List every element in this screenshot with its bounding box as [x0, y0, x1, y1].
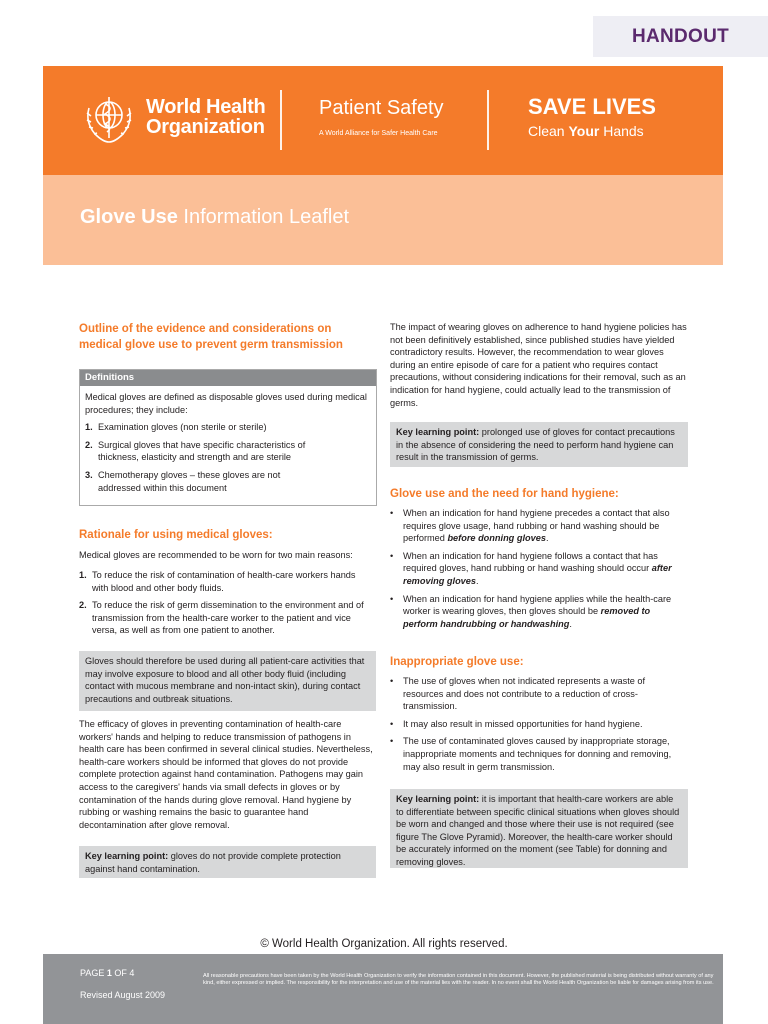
list-item: 1. Examination gloves (non sterile or sterile): [85, 422, 267, 433]
revised-date: Revised August 2009: [80, 990, 166, 1000]
footer: [43, 954, 723, 1024]
list-item: 3. Chemotherapy gloves – these gloves are not addressed within this document: [85, 469, 281, 493]
list-item: 2. Surgical gloves that have specific characteristics of thickness, elasticity and strength and are sterile: [85, 439, 306, 463]
definitions-box: [79, 369, 377, 506]
list-item: • When an indication for hand hygiene precedes a contact that also requires glove usage, hand rubbing or hand washing should be performed before donning gloves.: [390, 507, 682, 545]
impact-paragraph: The impact of wearing gloves on adherence to hand hygiene policies has not been definitively established, since published studies have yielded contradictory results. However, the recommendation to wear gloves during an entire episode of care for a patient who requires contact precautions, without considering indications for their removal, such as an indication for hand hygiene, could actually lead to the transmission of germs.: [390, 322, 687, 408]
gloves-usage-box: Gloves should therefore be used during all patient-care activities that may involve exposure to blood and all other body fluid (including contact with mucous membrane and non-intact skin), during contact precautions and outbreak situations.: [79, 651, 376, 711]
list-item: 2. To reduce the risk of germ dissemination to the environment and of transmission from the health-care worker to the patient and vice versa, as well as from one patient to another.: [79, 600, 364, 636]
who-name-line2: Organization: [146, 116, 265, 138]
list-item: • When an indication for hand hygiene applies while the health-care worker is wearing gloves, then gloves should be removed to perform handrubbing or handwashing.: [390, 593, 682, 631]
patient-safety-subtitle: A World Alliance for Safer Health Care: [319, 130, 438, 137]
list-item: • When an indication for hand hygiene follows a contact that has required gloves, hand rubbing or hand washing should occur after removing gloves.: [390, 550, 682, 588]
definitions-intro: Medical gloves are defined as disposable gloves used during medical procedures; they include:: [85, 392, 367, 415]
who-name: [146, 97, 265, 137]
who-name-line1: World Health: [146, 96, 266, 118]
list-item: 1. To reduce the risk of contamination of health-care workers hands with blood and other body fluids.: [79, 570, 356, 593]
header-banner: [43, 66, 723, 175]
rationale-heading: Rationale for using medical gloves:: [79, 529, 273, 541]
key-learning-point-box: Key learning point: it is important that health-care workers are able to differentiate between specific clinical situations when gloves should be worn and changed and those where their use is not required (see figure The Glove Pyramid). Moreover, the health-care worker should be accurately informed on the moment (see Table) for donning and removing gloves.: [390, 789, 688, 868]
rationale-intro: Medical gloves are recommended to be worn for two main reasons:: [79, 550, 353, 560]
save-lives-subtitle: Clean Your Hands: [528, 123, 644, 139]
hand-hygiene-heading: Glove use and the need for hand hygiene:: [390, 488, 619, 500]
definitions-list: [85, 421, 371, 494]
hand-hygiene-list: [390, 507, 682, 630]
list-item: • It may also result in missed opportunities for hand hygiene.: [390, 718, 682, 731]
outline-heading: Outline of the evidence and considerations on medical glove use to prevent germ transmission: [79, 323, 343, 351]
list-item: • The use of contaminated gloves caused by inappropriate storage, inappropriate moments and techniques for donning and removing, may also result in germ transmission.: [390, 735, 682, 773]
key-learning-point-box: Key learning point: prolonged use of gloves for contact precautions in the absence of considering the need to perform hand hygiene can result in the transmission of germs.: [390, 422, 688, 467]
copyright-notice: © World Health Organization. All rights reserved.: [260, 938, 508, 950]
banner-divider: [487, 90, 489, 150]
handout-label: HANDOUT: [593, 16, 768, 57]
document-title: Glove Use Information Leaflet: [80, 206, 350, 228]
save-lives-title: SAVE LIVES: [528, 94, 656, 119]
rationale-list: [79, 569, 369, 637]
definitions-header: Definitions: [80, 370, 376, 386]
who-emblem-icon: [79, 88, 139, 148]
banner-divider: [280, 90, 282, 150]
disclaimer: All reasonable precautions have been taken by the World Health Organization to verify the information contained in this document. However, the published material is being distributed without warranty of any kind, either expressed or implied. The responsibility for the interpretation and use of the material lies with the reader. In no event shall the World Health Organization be liable for damages arising from its use.: [203, 973, 714, 987]
efficacy-paragraph: The efficacy of gloves in preventing contamination of health-care workers' hands and helping to reduce transmission of pathogens in health care has been confirmed in several clinical studies. Nevertheless, health-care workers should be informed that gloves do not provide complete protection against hand contamination. Pathogens may gain access to the caregivers' hands via small defects in gloves or by contamination of the hands during glove removal. Hand hygiene by rubbing or washing remains the basic to guarantee hand decontamination after glove removal.: [79, 719, 373, 830]
title-bar: [43, 175, 723, 265]
key-learning-point-box: Key learning point: gloves do not provide complete protection against hand contamination.: [79, 846, 376, 878]
inappropriate-use-heading: Inappropriate glove use:: [390, 656, 524, 668]
inappropriate-use-list: [390, 675, 682, 773]
patient-safety-title: Patient Safety: [319, 97, 444, 119]
list-item: • The use of gloves when not indicated represents a waste of resources and does not contribute to a reduction of cross-transmission.: [390, 675, 682, 713]
page-number: PAGE 1 OF 4: [80, 968, 135, 978]
